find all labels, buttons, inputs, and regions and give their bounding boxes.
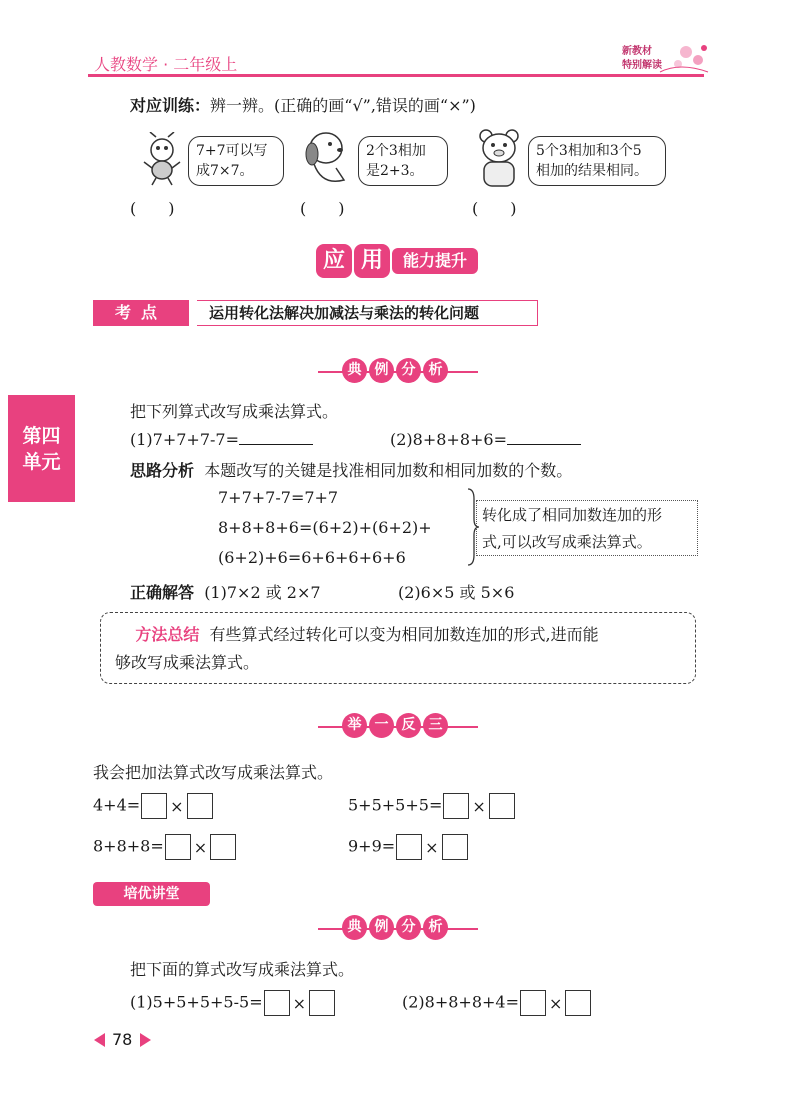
practice-item-1-text: 4+4= [93,795,141,815]
answer-line [130,580,321,603]
practice-item-4 [348,834,469,860]
peiyou-label: 培优讲堂 [93,882,210,906]
practice-item-3-text: 8+8+8= [93,836,164,856]
header-pill: 例 [369,358,394,383]
bubble-2-line1: 2个3相加 [366,143,426,159]
speech-bubble-3 [528,136,666,186]
practice-item-3 [93,834,237,860]
times-sign: × [549,993,563,1013]
method-summary-box [100,612,696,684]
times-sign: × [170,796,184,816]
answer-blank[interactable] [507,428,581,445]
bubble-1-line1: 7+7可以写 [196,143,268,159]
answer-box[interactable] [396,834,422,860]
answer-blank[interactable] [239,428,313,445]
header-pill: 析 [423,358,448,383]
example1-q1 [130,428,313,449]
header-title: 人教数学 · 二年级上 [94,55,238,74]
bubble-1-line2: 成7×7。 [196,163,254,179]
note-line1: 转化成了相同加数连加的形 [482,506,663,524]
answer-box[interactable] [443,793,469,819]
times-sign: × [193,837,208,857]
next-page-icon[interactable] [140,1033,151,1047]
header-pill: 典 [342,358,367,383]
kaodian-text: 运用转化法解决加减法与乘法的转化问题 [197,300,538,326]
ant-character-icon [140,132,186,186]
example-header-1 [342,358,448,383]
kaodian-label: 考点 [93,300,189,326]
answer-box[interactable] [141,793,167,819]
header-pill: 例 [369,915,394,940]
times-sign: × [425,837,439,857]
answer-box[interactable] [165,834,191,860]
answer-box[interactable] [187,793,213,819]
example1-q1-text: (1)7+7+7-7= [130,430,240,449]
prev-page-icon[interactable] [94,1033,105,1047]
example2-prompt: 把下面的算式改写成乘法算式。 [130,960,355,979]
example2-q1-text: (1)5+5+5+5-5= [130,992,263,1012]
header-pill: 分 [396,358,421,383]
method-text-1: 有些算式经过转化可以变为相同加数连加的形式,进而能 [209,625,599,644]
times-sign: × [292,993,306,1013]
analysis-step-3: (6+2)+6=6+6+6+6+6 [218,548,406,567]
analysis-label: 思路分析 [130,461,195,480]
kaodian-bar [93,300,529,326]
method-line1 [115,621,681,649]
example2-q2-text: (2)8+8+8+4= [402,992,520,1012]
header-pill: 析 [423,915,448,940]
answer-box[interactable] [210,834,236,860]
method-label: 方法总结 [135,625,200,644]
side-tab [8,395,75,502]
exercise-label: 对应训练： [130,96,211,115]
answer-box[interactable] [264,990,290,1016]
analysis-step-2: 8+8+8+6=(6+2)+(6+2)+ [218,518,432,537]
answer-box[interactable] [565,990,591,1016]
banner-subtitle: 能力提升 [392,248,478,274]
answer-box[interactable] [520,990,546,1016]
exercise-instruction-line [130,93,476,116]
speech-bubble-1 [188,136,284,186]
dog-character-icon [300,128,356,188]
answer-label: 正确解答 [130,583,195,602]
analysis-text: 本题改写的关键是找准相同加数和相同加数的个数。 [204,461,573,480]
page-number: 78 [112,1030,133,1049]
header-pill: 分 [396,915,421,940]
exercise-instruction: 辨一辨。(正确的画“√”,错误的画“×”) [210,96,476,115]
header-pill: 典 [342,915,367,940]
header-rule [88,74,704,77]
practice-item-2 [348,793,516,819]
answer-1: (1)7×2 或 2×7 [204,583,321,602]
answer-box[interactable] [442,834,468,860]
example2-q1 [130,990,336,1016]
answer-paren-1[interactable]: ( ) [130,199,175,218]
header-pill: 反 [396,713,421,738]
analysis-note [476,500,698,556]
speech-bubble-2 [358,136,448,186]
practice-item-2-text: 5+5+5+5= [348,795,443,815]
badge-line2: 特别解读 [622,60,662,71]
badge-line1: 新教材 [622,46,652,57]
bubble-2-line2: 是2+3。 [366,163,424,179]
practice-header [342,713,448,738]
banner-char-1: 应 [316,244,352,278]
example1-q2 [390,428,581,449]
example1-prompt: 把下列算式改写成乘法算式。 [130,402,339,421]
practice-item-4-text: 9+9= [348,836,396,856]
header-badge [620,42,710,76]
header-pill: 一 [369,713,394,738]
section-banner [316,244,478,278]
method-text-2: 够改写成乘法算式。 [115,653,260,672]
answer-paren-3[interactable]: ( ) [472,199,517,218]
example2-q2 [402,990,592,1016]
example1-q2-text: (2)8+8+8+6= [390,430,508,449]
practice-item-1 [93,793,214,819]
times-sign: × [472,796,486,816]
bubble-3-line2: 相加的结果相同。 [536,163,648,179]
bear-character-icon [472,128,528,190]
header-pill: 三 [423,713,448,738]
note-line2: 式,可以改写成乘法算式。 [482,533,652,551]
answer-box[interactable] [309,990,335,1016]
banner-char-2: 用 [354,244,390,278]
answer-2: (2)6×5 或 5×6 [398,583,515,602]
answer-paren-2[interactable]: ( ) [300,199,345,218]
practice-prompt: 我会把加法算式改写成乘法算式。 [93,763,334,782]
analysis-line [130,458,572,481]
side-tab-label: 第四单元 [22,424,61,473]
bubble-3-line1: 5个3相加和3个5 [536,143,642,159]
example-header-2 [342,915,448,940]
answer-box[interactable] [489,793,515,819]
header-pill: 举 [342,713,367,738]
analysis-step-1: 7+7+7-7=7+7 [218,488,339,507]
